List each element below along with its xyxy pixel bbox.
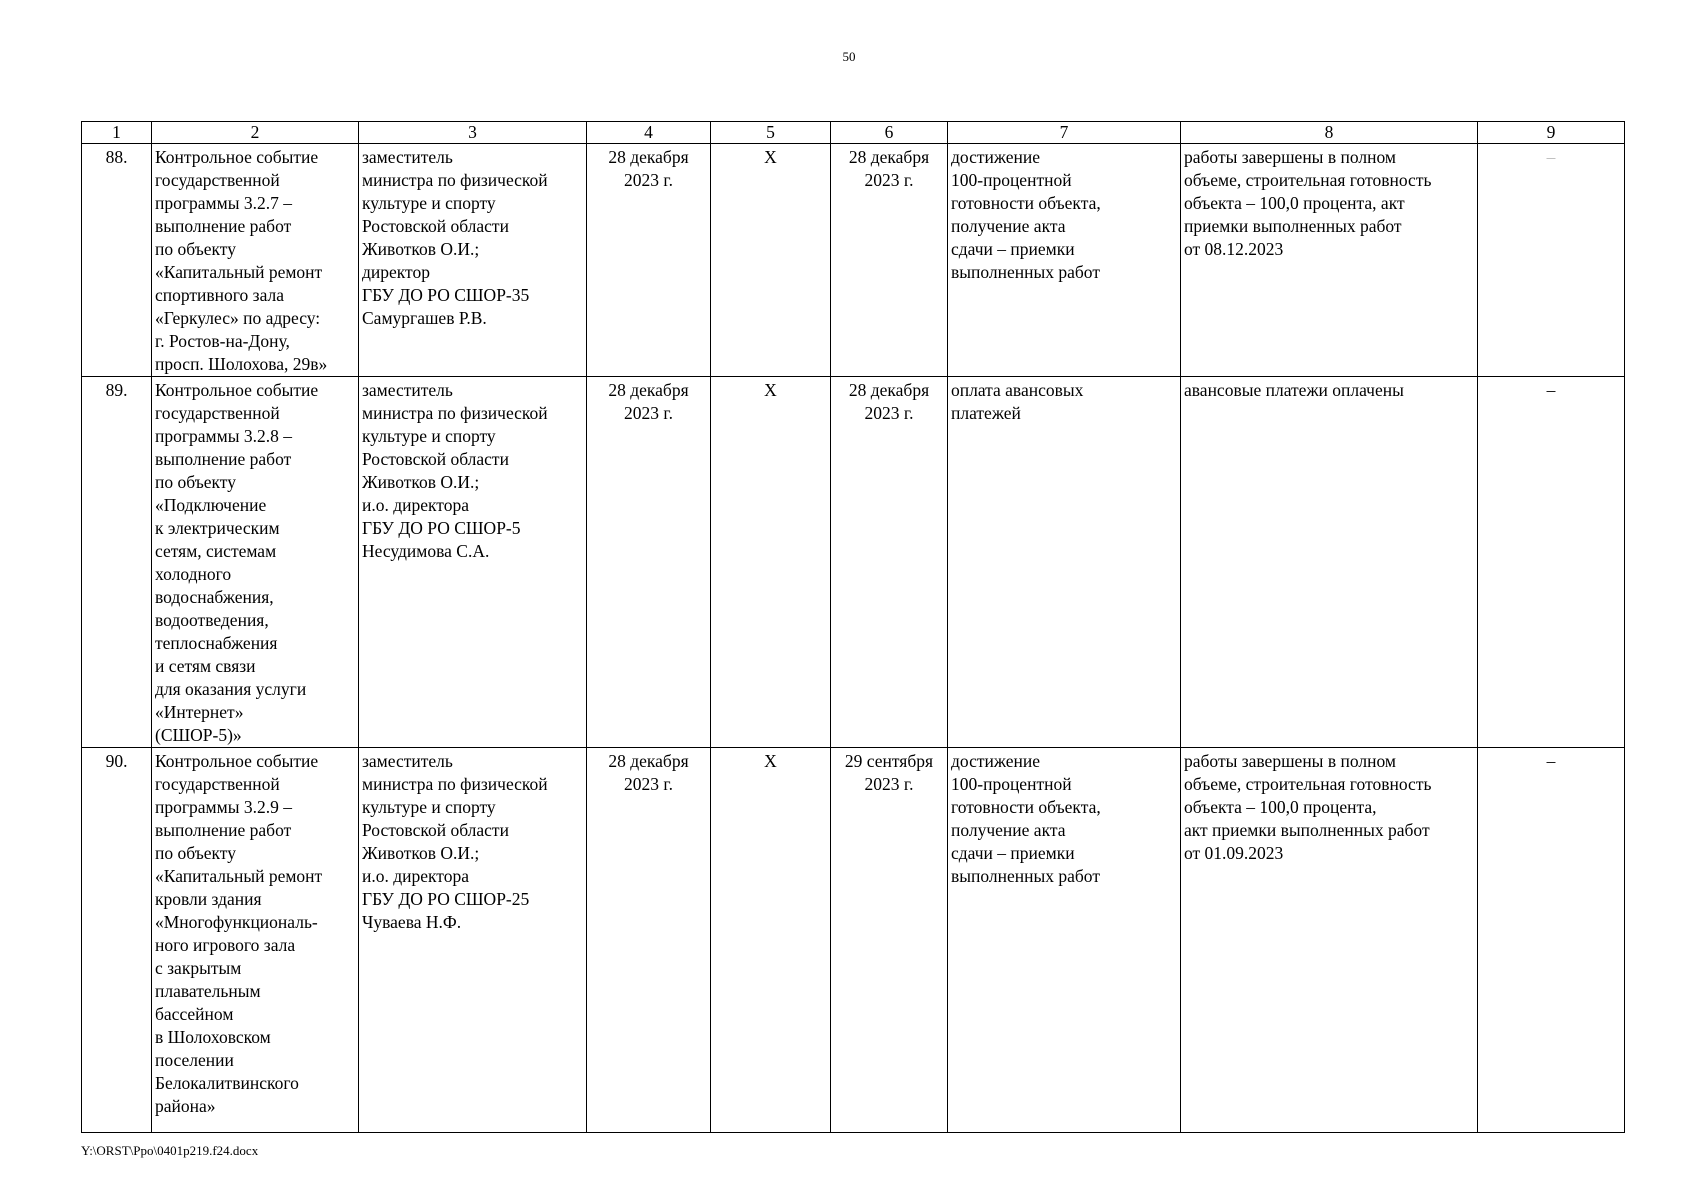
plan-date: 28 декабря 2023 г.: [587, 748, 711, 1133]
table-row: [82, 377, 1625, 748]
column-header: 4: [587, 122, 711, 144]
column-header: 7: [948, 122, 1181, 144]
column-9-value: –: [1478, 144, 1625, 377]
column-9-value: –: [1478, 748, 1625, 1133]
row-number: 89.: [82, 377, 152, 748]
column-header: 9: [1478, 122, 1625, 144]
column-header: 8: [1181, 122, 1478, 144]
column-header: 1: [82, 122, 152, 144]
page-number: 50: [842, 49, 856, 64]
planned-result: оплата авансовых платежей: [948, 377, 1181, 748]
table-row: [82, 144, 1625, 377]
table-header-row: [82, 122, 1625, 144]
column-9-value: –: [1478, 377, 1625, 748]
column-header: 2: [152, 122, 359, 144]
responsible-person: заместитель министра по физической культуре и спорту Ростовской области Животков О.И.; и.о. директора ГБУ ДО РО СШОР-25 Чуваева Н.Ф.: [359, 748, 587, 1133]
column-5-value: Х: [711, 748, 831, 1133]
row-number: 88.: [82, 144, 152, 377]
row-number: 90.: [82, 748, 152, 1133]
column-header: 5: [711, 122, 831, 144]
actual-result: работы завершены в полном объеме, строительная готовность объекта – 100,0 процента, акт приемки выполненных работ от 08.12.2023: [1181, 144, 1478, 377]
document-file-path: Y:\ORST\Ppo\0401p219.f24.docx: [81, 1143, 259, 1158]
table-row: [82, 748, 1625, 1133]
planned-result: достижение 100-процентной готовности объекта, получение акта сдачи – приемки выполненных работ: [948, 144, 1181, 377]
control-events-table: [81, 121, 1625, 1133]
column-header: 3: [359, 122, 587, 144]
column-5-value: Х: [711, 144, 831, 377]
column-5-value: Х: [711, 377, 831, 748]
responsible-person: заместитель министра по физической культуре и спорту Ростовской области Животков О.И.; и.о. директора ГБУ ДО РО СШОР-5 Несудимова С.А.: [359, 377, 587, 748]
fact-date: 28 декабря 2023 г.: [831, 144, 948, 377]
responsible-person: заместитель министра по физической культуре и спорту Ростовской области Животков О.И.; директор ГБУ ДО РО СШОР-35 Самургашев Р.В.: [359, 144, 587, 377]
plan-date: 28 декабря 2023 г.: [587, 377, 711, 748]
column-header: 6: [831, 122, 948, 144]
plan-date: 28 декабря 2023 г.: [587, 144, 711, 377]
event-description: Контрольное событие государственной программы 3.2.7 – выполнение работ по объекту «Капитальный ремонт спортивного зала «Геркулес» по адресу: г. Ростов-на-Дону, просп. Шолохова, 29в»: [152, 144, 359, 377]
fact-date: 29 сентября 2023 г.: [831, 748, 948, 1133]
actual-result: работы завершены в полном объеме, строительная готовность объекта – 100,0 процента, акт приемки выполненных работ от 01.09.2023: [1181, 748, 1478, 1133]
planned-result: достижение 100-процентной готовности объекта, получение акта сдачи – приемки выполненных работ: [948, 748, 1181, 1133]
fact-date: 28 декабря 2023 г.: [831, 377, 948, 748]
event-description: Контрольное событие государственной программы 3.2.9 – выполнение работ по объекту «Капитальный ремонт кровли здания «Многофункциональ- ного игрового зала с закрытым плавательным бассейном в Шолоховском поселении Белокалитвинского района»: [152, 748, 359, 1133]
actual-result: авансовые платежи оплачены: [1181, 377, 1478, 748]
event-description: Контрольное событие государственной программы 3.2.8 – выполнение работ по объекту «Подключение к электрическим сетям, системам холодного водоснабжения, водоотведения, теплоснабжения и сетям связи для оказания услуги «Интернет» (СШОР-5)»: [152, 377, 359, 748]
